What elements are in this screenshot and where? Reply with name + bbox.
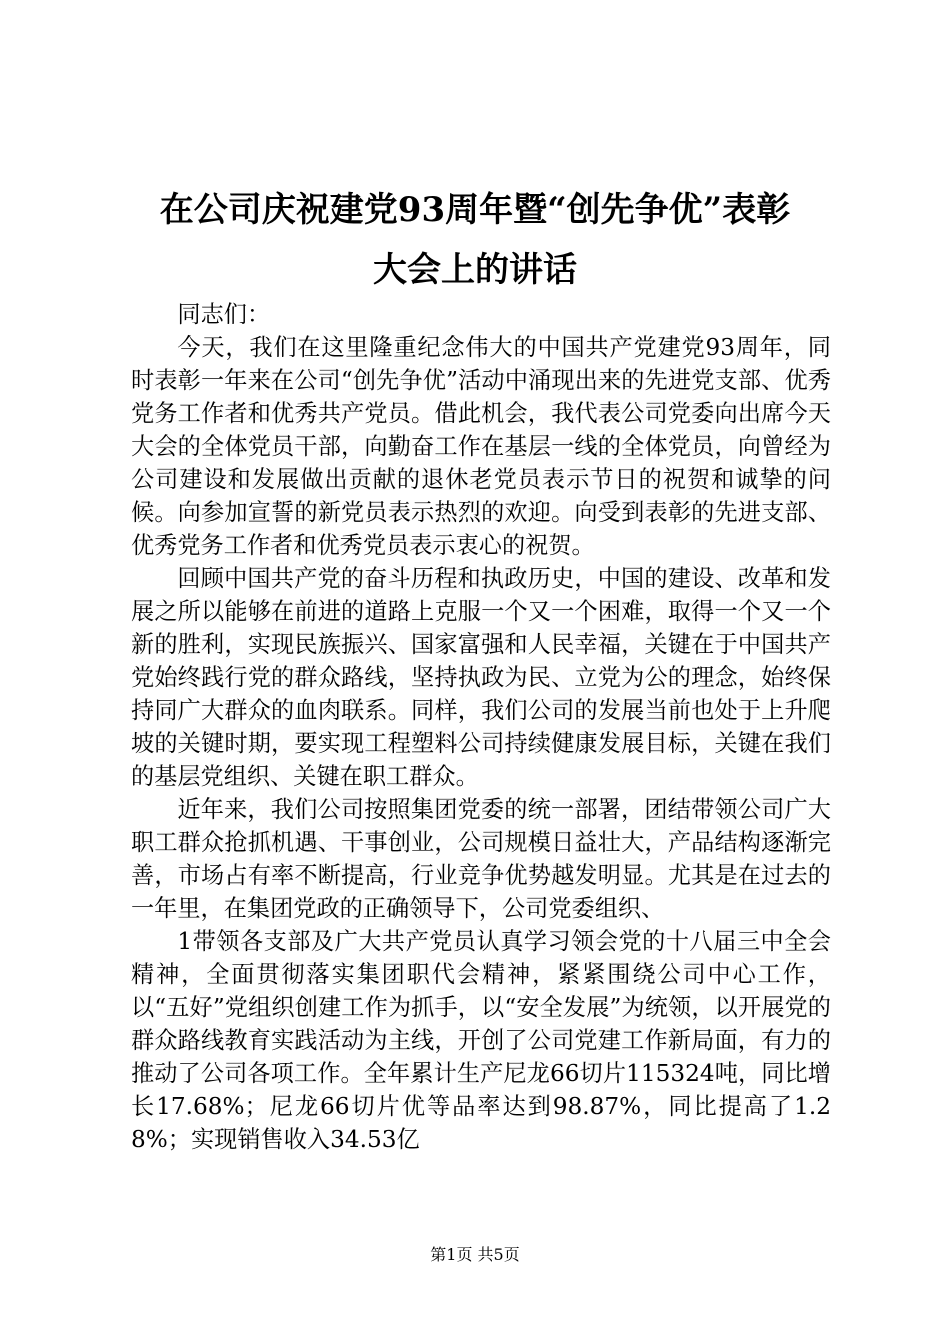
page-footer: 第1页 共5页 xyxy=(430,1245,520,1264)
paragraph-2: 回顾中国共产党的奋斗历程和执政历史，中国的建设、改革和发展之所以能够在前进的道路上克服一个又一个困难，取得一个又一个新的胜利，实现民族振兴、国家富强和人民幸福，关键在于中国共产党始终践行党的群众路线，坚持执政为民、立党为公的理念，始终保持同广大群众的血肉联系。同样，我们公司的发展当前也处于上升爬坡的关键时期，要实现工程塑料公司持续健康发展目标，关键在我们的基层党组织、关键在职工群众。 xyxy=(131,565,831,790)
document-title-line-2: 大会上的讲话 xyxy=(373,250,577,290)
document-title-line-1: 在公司庆祝建党93周年暨“创先争优”表彰 xyxy=(159,190,791,230)
document-body xyxy=(131,298,831,1156)
paragraph-1: 今天，我们在这里隆重纪念伟大的中国共产党建党93周年，同时表彰一年来在公司“创先争优”活动中涌现出来的先进党支部、优秀党务工作者和优秀共产党员。借此机会，我代表公司党委向出席今天大会的全体党员干部，向勤奋工作在基层一线的全体党员，向曾经为公司建设和发展做出贡献的退休老党员表示节日的祝贺和诚挚的问候。向参加宣誓的新党员表示热烈的欢迎。向受到表彰的先进支部、优秀党务工作者和优秀党员表示衷心的祝贺。 xyxy=(131,334,831,559)
paragraph-4: 1带领各支部及广大共产党员认真学习领会党的十八届三中全会精神，全面贯彻落实集团职代会精神，紧紧围绕公司中心工作，以“五好”党组织创建工作为抓手，以“安全发展”为统领，以开展党的群众路线教育实践活动为主线，开创了公司党建工作新局面，有力的推动了公司各项工作。全年累计生产尼龙66切片115324吨，同比增长17.68%；尼龙66切片优等品率达到98.87%，同比提高了1.28%；实现销售收入34.53亿 xyxy=(131,928,831,1153)
paragraph-3: 近年来，我们公司按照集团党委的统一部署，团结带领公司广大职工群众抢抓机遇、干事创业，公司规模日益壮大，产品结构逐渐完善，市场占有率不断提高，行业竞争优势越发明显。尤其是在过去的一年里，在集团党政的正确领导下，公司党委组织、 xyxy=(131,796,831,922)
salutation: 同志们： xyxy=(177,301,271,328)
